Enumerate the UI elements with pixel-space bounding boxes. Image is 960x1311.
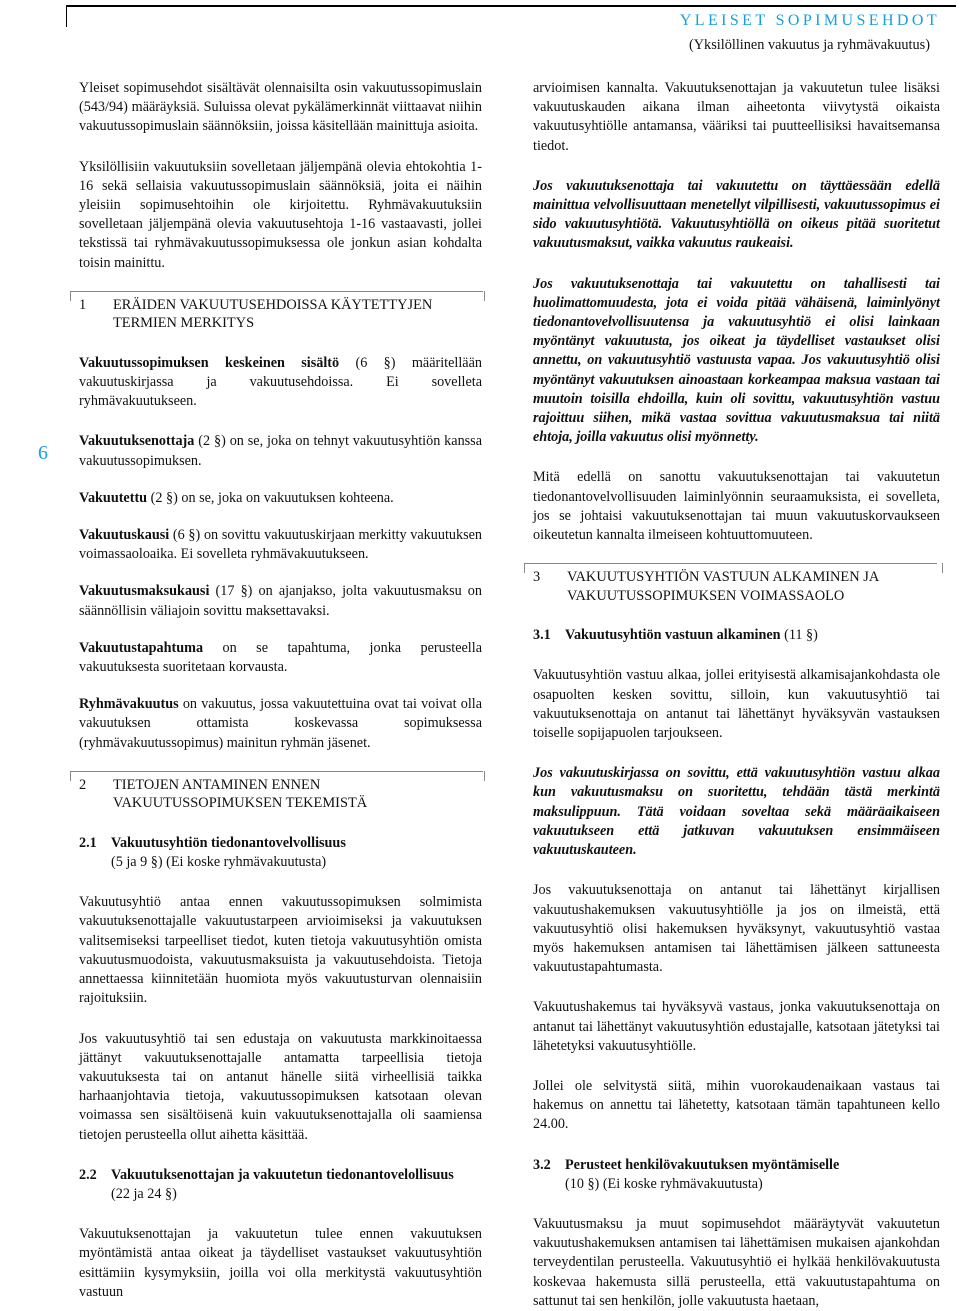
term-definition <box>79 489 482 508</box>
paragraph: Jos vakuutusyhtiö tai sen edustaja on vakuutusta markkinoitaessa jättänyt vakuutuksenottajalle antamatta tarpeellisia tietoja vakuutuksesta tai on antanut hänelle siitä virheellisiä taikka harhaanjohtavia tietoja, vakuutussopimuksen katsotaan olevan voimassa sen sisältöisenä kuin vakuutuksenottajalla oli saamiensa tietojen perusteella ollut aihetta käsittää. <box>79 1030 482 1143</box>
intro-paragraph-1: Yleiset sopimusehdot sisältävät olennaisilta osin vakuutussopimuslain (543/94) määräyksiä. Suluissa olevat pykälämerkinnät viittaavat niihin vakuutussopimuslain säännöksiin, joissa käsitellään mainittuja asioita. <box>79 80 482 135</box>
term-name: Vakuutussopimuksen keskeinen sisältö <box>79 354 340 371</box>
section-title-line-1: TIETOJEN ANTAMINEN ENNEN <box>113 776 321 793</box>
section-title-line-2: VAKUUTUSSOPIMUKSEN TEKEMISTÄ <box>113 795 368 812</box>
left-column <box>79 79 482 1302</box>
subsection-3-2-heading <box>533 1156 940 1194</box>
subsection-references: (5 ja 9 §) (Ei koske ryhmävakuutusta) <box>111 854 327 871</box>
paragraph: Jollei ole selvitystä siitä, mihin vuorokaudenaikaan vastaus tai hakemus on annettu tai lähetetty, katsotaan tämän tapahtuneen kello 24.00. <box>533 1077 940 1133</box>
subsection-references: (10 §) (Ei koske ryhmävakuutusta) <box>565 1175 763 1192</box>
section-number: 3 <box>533 569 541 586</box>
section-title-line-1: VAKUUTUSYHTIÖN VASTUUN ALKAMINEN JA <box>567 569 880 586</box>
intro-paragraph-2: Yksilöllisiin vakuutuksiin sovelletaan jäljempänä olevia ehtokohtia 1-16 sekä sellaisia vakuutussopimuslain säännöksiä, joita ei näihin yleisiin sopimusehtoihin ole kirjoitettu. Ryhmävakuutuksiin sovelletaan jäljempänä olevia vakuutusehtoja 1-16 vastaavasti, jollei tekstissä tai ryhmävakuutussopimuksessa ole jonkun asian kohdalta toisin mainittu. <box>79 158 482 271</box>
right-column <box>533 79 940 1311</box>
term-text: (2 §) on se, joka on tehnyt vakuutusyhtiön kanssa vakuutussopimuksen. <box>79 433 482 469</box>
term-definition <box>79 432 482 470</box>
term-text: (6 §) on sovittu vakuutuskirjaan merkitty vakuutuksen voimassaoloaika. Ei sovelleta ryhmävakuutukseen. <box>79 527 482 563</box>
subsection-title: Vakuutusyhtiön vastuun alkaminen <box>565 627 781 644</box>
paragraph: Vakuutuksenottajan ja vakuutetun tulee ennen vakuutuksen myöntämistä antaa oikeat ja täydelliset vastaukset vakuutusyhtiön esittämiin kysymyksiin, joilla voi olla merkitystä vakuutusyhtiön vastuun <box>79 1226 482 1300</box>
paragraph: arvioimisen kannalta. Vakuutuksenottajan ja vakuutetun tulee lisäksi vakuutuskauden aikana ilman aiheetonta viivytystä oikaista vakuutusyhtiölle antamansa, vääriksi tai puutteellisiksi havaitsemansa tiedot. <box>533 80 940 154</box>
paragraph: Vakuutusyhtiö antaa ennen vakuutussopimuksen solmimista vakuutuksenottajalle vakuutustarpeen arvioimiseksi ja vakuutuksen valitsemiseksi tarpeelliset tiedot, kuten tietoja vakuutusyhtiön omista vakuutusmuodoista, vakuutusmaksuista ja vakuutusehdoista. Tietoja annettaessa kiinnitetään huomiota myös vakuutusturvan olennaisiin rajoituksiin. <box>79 894 482 1007</box>
term-text: (2 §) on se, joka on vakuutuksen kohteena. <box>147 489 394 506</box>
paragraph-emphasis: Jos vakuutuksenottaja tai vakuutettu on tahallisesti tai huolimattomuudesta, jota ei voida pitää vähäisenä, laiminlyönyt tiedonantovelvollisuutensa ja vakuutusyhtiö ei olisi lainkaan myöntänyt vakuutusta, jos oikeat ja täydelliset vastaukset olisi annettu, on vakuutusyhtiö vastuusta vapaa. Jos vakuutusyhtiö olisi myöntänyt vakuutuksen ainoastaan korkeampaa maksua vastaan tai muutoin toisilla ehdoilla, kuin oli sovittu, vakuutusyhtiön vastuu rajoittuu siihen, mikä vastaa sovittua vakuutusmaksua tai niitä ehtoja, joilla vakuutus olisi myönnetty. <box>533 275 940 446</box>
paragraph-emphasis: Jos vakuutuskirjassa on sovittu, että vakuutusyhtiön vastuu alkaa kun vakuutusmaksu on suoritettu, tehdään tästä merkintä maksulippuun. Tätä voidaan soveltaa sekä määräaikaiseen vakuutukseen että jatkuvan vakuutuksen ensimmäiseen vakuutuskauteen. <box>533 765 940 859</box>
header-rule <box>66 5 956 7</box>
paragraph: Vakuutusmaksu ja muut sopimusehdot määräytyvät vakuutetun vakuutushakemuksen antamisen tai lähettämisen mukaisen ajankohdan terveydentilan perusteella. Vakuutusyhtiö ei hylkää henkilövakuutusta koskevaa hakemusta sillä perusteella, että vakuutustapahtuma on sattunut tai sen henkilön, jolle vakuutusta haetaan, <box>533 1215 940 1309</box>
section-title-line-1: ERÄIDEN VAKUUTUSEHDOISSA KÄYTETTYJEN <box>113 296 433 313</box>
section-title-line-2: VAKUUTUSSOPIMUKSEN VOIMASSAOLO <box>567 587 845 604</box>
term-definition <box>79 639 482 677</box>
section-2-heading <box>79 776 482 813</box>
subsection-number: 3.2 <box>533 1156 551 1173</box>
paragraph: Jos vakuutuksenottaja on antanut tai lähettänyt kirjallisen vakuutushakemuksen vakuutusyhtiölle ja jos on ilmeistä, että vakuutusyhtiö olisi hakemuksen hyväksynyt, vakuutusyhtiö vastaa myös hakemuksen antamisen tai lähettämisen jälkeen sattuneesta vakuutustapahtumasta. <box>533 882 940 976</box>
term-name: Vakuutuskausi <box>79 527 170 544</box>
section-title-line-2: TERMIEN MERKITYS <box>113 315 255 332</box>
subsection-2-1-heading <box>79 834 482 872</box>
section-number: 1 <box>79 296 87 313</box>
term-definition <box>79 582 482 620</box>
subsection-3-1-heading <box>533 626 940 645</box>
document-title: YLEISET SOPIMUSEHDOT <box>679 12 940 29</box>
subsection-title: Vakuutuksenottajan ja vakuutetun tiedonantovelollisuus <box>111 1166 454 1183</box>
term-text: on se tapahtuma, jonka perusteella vakuutuksesta suoritetaan korvausta. <box>79 639 482 676</box>
term-text: (6 §) määritellään vakuutuskirjassa ja vakuutusehdoissa. Ei sovelleta ryhmävakuutukseen. <box>79 354 482 410</box>
subsection-references: (22 ja 24 §) <box>111 1185 177 1202</box>
paragraph: Vakuutushakemus tai hyväksyvä vastaus, jonka vakuutuksenottaja on antanut tai lähettänyt vakuutusyhtiön edustajalle, katsotaan jätetyksi tai lähetetyksi vakuutusyhtiölle. <box>533 999 940 1054</box>
term-text: on vakuutus, jossa vakuutettuina ovat tai voivat olla vakuutuksen ottamista koskevassa sopimuksessa (ryhmävakuutussopimus) mainitun ryhmän jäsenet. <box>79 696 482 751</box>
subsection-2-2-heading <box>79 1166 482 1204</box>
subsection-title: Vakuutusyhtiön tiedonantovelvollisuus <box>111 834 346 851</box>
section-number: 2 <box>79 776 87 793</box>
term-name: Ryhmävakuutus <box>79 696 179 713</box>
subsection-number: 2.2 <box>79 1166 97 1183</box>
term-name: Vakuutusmaksukausi <box>79 583 210 600</box>
paragraph-emphasis: Jos vakuutuksenottaja tai vakuutettu on täyttäessään edellä mainittua velvollisuuttaan menetellyt vilpillisesti, vakuutussopimus ei sido vakuutusyhtiötä. Vakuutusyhtiöllä on oikeus pitää suoritetut vakuutusmaksut, vaikka vakuutus raukeaisi. <box>533 177 940 252</box>
paragraph: Mitä edellä on sanottu vakuutuksenottajan tai vakuutetun tiedonantovelvollisuuden laiminlyönnin seuraamuksista, ei sovelleta, jos se johtaisi vakuutuksenottajan tai muun vakuutuskorvaukseen oikeutetun kannalta ilmeiseen kohtuuttomuuteen. <box>533 469 940 544</box>
term-definition <box>79 695 482 753</box>
subsection-title: Perusteet henkilövakuutuksen myöntämiselle <box>565 1156 840 1173</box>
term-text: (17 §) on ajanjakso, jolta vakuutusmaksu on säännöllisin väliajoin sovittu maksettavaksi. <box>79 583 482 619</box>
section-1-heading <box>79 296 482 333</box>
section-3-heading <box>533 568 940 605</box>
term-definition <box>79 354 482 412</box>
header-rule-tick <box>66 5 67 27</box>
page-number: 6 <box>38 442 48 464</box>
subsection-references: (11 §) <box>784 627 818 644</box>
term-name: Vakuutustapahtuma <box>79 639 204 656</box>
term-name: Vakuutettu <box>79 489 148 506</box>
subsection-number: 3.1 <box>533 627 551 644</box>
subsection-number: 2.1 <box>79 834 97 851</box>
paragraph: Vakuutusyhtiön vastuu alkaa, jollei erityisestä alkamisajankohdasta ole osapuolten kesken sovittu, silloin, kun vakuutusyhtiö tai vakuutuksenottaja on antanut tai lähettänyt hyväksyvän vastauksen toiselle sopijapuolen tarjoukseen. <box>533 667 940 742</box>
term-name: Vakuutuksenottaja <box>79 433 195 450</box>
document-subtitle: (Yksilöllinen vakuutus ja ryhmävakuutus) <box>688 37 930 53</box>
term-definition <box>79 526 482 564</box>
